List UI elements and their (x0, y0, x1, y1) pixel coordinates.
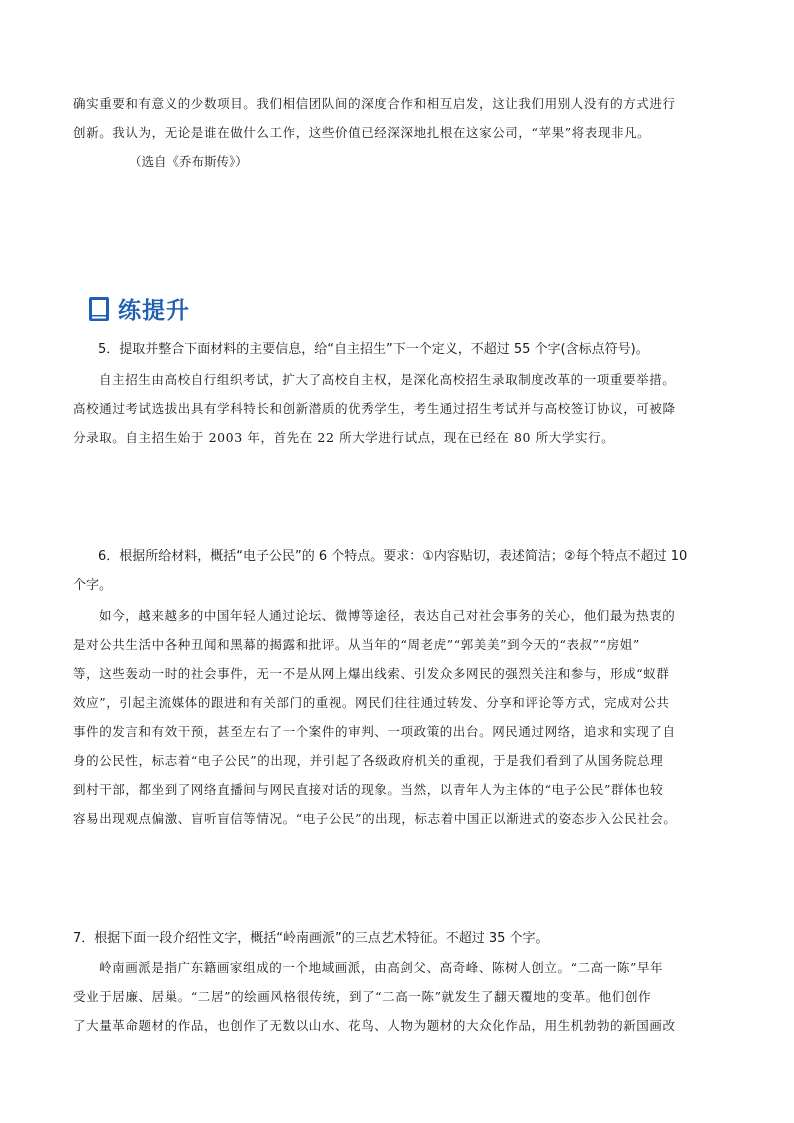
material-line: 高校通过考试选拔出具有学科特长和创新潜质的优秀学生，考生通过招生考试并与高校签订协议，可被降 (73, 401, 676, 416)
intro-line: 确实重要和有意义的少数项目。我们相信团队间的深度合作和相互启发，这让我们用别人没有的方式进行 (73, 96, 676, 111)
material-line: 到村干部，都坐到了网络直播间与网民直接对话的现象。当然，以青年人为主体的“电子公民”群体也较 (73, 782, 664, 797)
question-prompt: 6．根据所给材料，概括“电子公民”的 6 个特点。要求：①内容贴切，表述简洁；②每个特点不超过 10 (98, 549, 688, 564)
question-prompt: 7．根据下面一段介绍性文字，概括“岭南画派”的三点艺术特征。不超过 35 个字。 (73, 931, 549, 946)
section-heading (88, 292, 190, 325)
material-line: 岭南画派是指广东籍画家组成的一个地域画派，由高剑父、高奇峰、陈树人创立。“二高一陈”早年 (99, 960, 664, 975)
material-line: 如今，越来越多的中国年轻人通过论坛、微博等途径，表达自己对社会事务的关心，他们最为热衷的 (99, 608, 676, 623)
material-line: 受业于居廉、居巢。“二居”的绘画风格很传统，到了“二高一陈”就发生了翻天覆地的变革。他们创作 (73, 989, 652, 1004)
material-line: 容易出现观点偏激、盲听盲信等情况。“电子公民”的出现，标志着中国正以渐进式的姿态步入公民社会。 (73, 811, 677, 826)
material-line: 是对公共生活中各种丑闻和黑幕的揭露和批评。从当年的“周老虎”“郭美美”到今天的“表叔”“房姐” (73, 637, 640, 652)
material-line: 身的公民性，标志着“电子公民”的出现，并引起了各级政府机关的重视，于是我们看到了从国务院总理 (73, 753, 664, 768)
question-prompt: 个字。 (73, 578, 113, 593)
material-line: 效应”，引起主流媒体的跟进和有关部门的重视。网民们往往通过转发、分享和评论等方式，完成对公共 (73, 695, 670, 710)
intro-line: 创新。我认为，无论是谁在做什么工作，这些价值已经深深地扎根在这家公司，“苹果”将表现非凡。 (73, 125, 651, 140)
question-prompt: 5．提取并整合下面材料的主要信息，给“自主招生”下一个定义，不超过 55 个字(含标点符号)。 (98, 342, 649, 357)
source-citation: （选自《乔布斯传》） (129, 154, 248, 169)
material-line: 了大量革命题材的作品，也创作了无数以山水、花鸟、人物为题材的大众化作品，用生机勃勃的新国画改 (73, 1018, 676, 1033)
material-line: 自主招生由高校自行组织考试，扩大了高校自主权，是深化高校招生录取制度改革的一项重要举措。 (99, 372, 676, 387)
section-title: 练提升 (118, 298, 190, 324)
material-line: 分录取。自主招生始于 2003 年，首先在 22 所大学进行试点，现在已经在 80 所大学实行。 (73, 430, 615, 445)
material-line: 事件的发言和有效干预，甚至左右了一个案件的审判、一项政策的出台。网民通过网络，追求和实现了自 (73, 724, 676, 739)
material-line: 等，这些轰动一时的社会事件，无一不是从网上爆出线索、引发众多网民的强烈关注和参与，形成“蚁群 (73, 666, 670, 681)
book-icon (88, 296, 110, 322)
